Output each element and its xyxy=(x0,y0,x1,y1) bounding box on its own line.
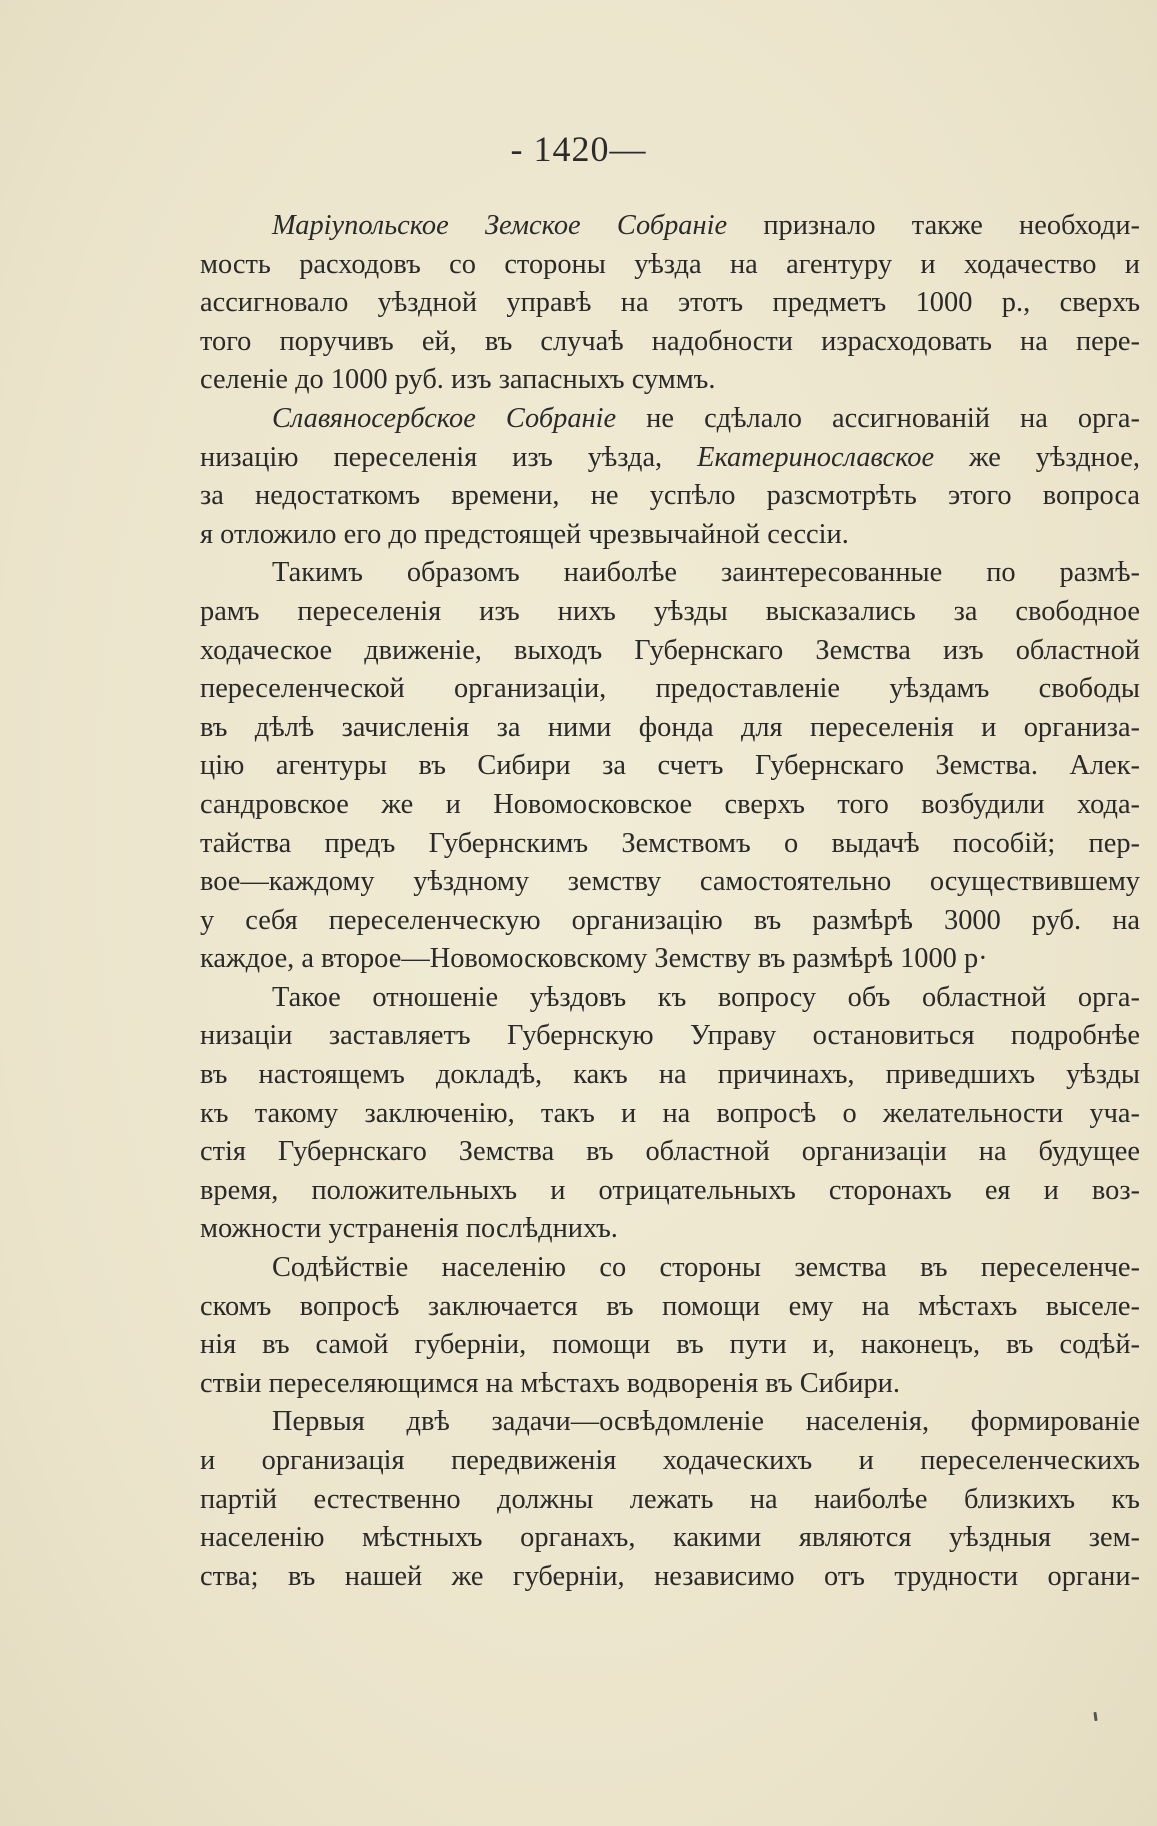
text-line xyxy=(200,940,1140,979)
paragraph xyxy=(200,400,1140,554)
text-line xyxy=(200,246,1140,285)
text-line xyxy=(200,1056,1140,1095)
text-line xyxy=(200,863,1140,902)
text-segment: низацію переселенія изъ уѣзда, xyxy=(200,441,698,473)
text-segment: же уѣздное, xyxy=(934,441,1140,473)
paragraph xyxy=(200,1403,1140,1596)
text-segment: Содѣйствіе населенію со стороны земства въ переселенче- xyxy=(272,1252,1140,1284)
text-line xyxy=(200,1288,1140,1327)
text-line xyxy=(200,1519,1140,1558)
text-line xyxy=(200,1210,1140,1249)
text-segment: нія въ самой губерніи, помощи въ пути и, наконецъ, въ содѣй- xyxy=(200,1329,1140,1361)
text-segment: время, положительныхъ и отрицательныхъ сторонахъ ея и воз- xyxy=(200,1174,1140,1206)
italic-segment: Маріупольское Земское Собраніе xyxy=(272,210,728,241)
text-line xyxy=(200,516,1140,555)
text-line xyxy=(200,902,1140,941)
text-line xyxy=(200,593,1140,632)
text-line xyxy=(200,323,1140,362)
text-line xyxy=(200,284,1140,323)
text-line xyxy=(200,1326,1140,1365)
text-line xyxy=(200,747,1140,786)
print-speck xyxy=(1093,1712,1097,1721)
text-segment: къ такому заключенію, такъ и на вопросѣ о желательности уча- xyxy=(200,1097,1140,1129)
text-segment: ства; въ нашей же губерніи, независимо отъ трудности органи- xyxy=(200,1560,1140,1592)
text-segment: рамъ переселенія изъ нихъ уѣзды высказались за свободное xyxy=(200,595,1140,627)
text-segment: не сдѣлало ассигнованій на орга- xyxy=(616,402,1140,434)
text-line xyxy=(200,1442,1140,1481)
italic-segment: Екатеринославское xyxy=(697,441,935,473)
text-segment: въ настоящемъ докладѣ, какъ на причинахъ, приведшихъ уѣзды xyxy=(200,1059,1140,1091)
text-segment: у себя переселенческую организацію въ размѣрѣ 3000 руб. на xyxy=(200,904,1140,936)
text-segment: цію агентуры въ Сибири за счетъ Губернскаго Земства. Алек- xyxy=(200,750,1140,782)
text-segment: партій естественно должны лежать на наиболѣе близкихъ къ xyxy=(200,1483,1140,1515)
paragraph xyxy=(200,979,1140,1249)
text-segment: за недостаткомъ времени, не успѣло разсмотрѣть этого вопроса xyxy=(200,480,1140,512)
text-segment: тайства предъ Губернскимъ Земствомъ о выдачѣ пособій; пер- xyxy=(200,827,1140,859)
text-segment: низаціи заставляетъ Губернскую Управу остановиться подробнѣе xyxy=(200,1020,1140,1052)
text-line xyxy=(200,1249,1140,1288)
body-text xyxy=(200,207,1140,1596)
text-line xyxy=(200,1481,1140,1520)
text-line xyxy=(200,1172,1140,1211)
text-line xyxy=(200,1403,1140,1442)
paragraph xyxy=(200,207,1140,400)
text-line xyxy=(200,361,1140,400)
text-line xyxy=(200,477,1140,516)
text-segment: ассигновало уѣздной управѣ на этотъ предметъ 1000 р., сверхъ xyxy=(200,287,1140,319)
text-segment: скомъ вопросѣ заключается въ помощи ему на мѣстахъ выселе- xyxy=(200,1290,1140,1322)
text-line xyxy=(200,1558,1140,1597)
text-segment: мость расходовъ со стороны уѣзда на агентуру и ходачество и xyxy=(200,248,1140,280)
text-segment: вое—каждому уѣздному земству самостоятельно осуществившему xyxy=(200,866,1140,898)
text-line xyxy=(200,709,1140,748)
text-segment: сандровское же и Новомосковское сверхъ того возбудили хода- xyxy=(200,788,1140,820)
text-segment: я отложило его до предстоящей чрезвычайной сессіи. xyxy=(200,518,849,550)
text-segment: Первыя двѣ задачи—освѣдомленіе населенія, формированіе xyxy=(272,1406,1140,1438)
text-line xyxy=(200,1095,1140,1134)
text-line xyxy=(200,1133,1140,1172)
text-line xyxy=(200,632,1140,671)
text-segment: признало также необходи- xyxy=(727,210,1140,241)
text-line xyxy=(200,786,1140,825)
text-line xyxy=(200,1365,1140,1404)
text-segment: того поручивъ ей, въ случаѣ надобности израсходовать на пере- xyxy=(200,325,1140,357)
italic-segment: Славяносербское Собраніе xyxy=(272,402,617,434)
text-segment: ходаческое движеніе, выходъ Губернскаго Земства изъ областной xyxy=(200,634,1140,666)
text-segment: Такое отношеніе уѣздовъ къ вопросу объ областной орга- xyxy=(272,981,1140,1013)
text-segment: ствіи переселяющимся на мѣстахъ водворенія въ Сибири. xyxy=(200,1367,900,1399)
paragraph xyxy=(200,554,1140,979)
text-line xyxy=(200,554,1140,593)
text-line xyxy=(200,979,1140,1018)
text-line xyxy=(200,439,1140,478)
text-segment: селеніе до 1000 руб. изъ запасныхъ суммъ. xyxy=(200,364,716,396)
text-segment: каждое, а второе—Новомосковскому Земству въ размѣрѣ 1000 р· xyxy=(200,943,988,975)
text-segment: населенію мѣстныхъ органахъ, какими являются уѣздныя зем- xyxy=(200,1522,1140,1554)
text-segment: Такимъ образомъ наиболѣе заинтересованные по размѣ- xyxy=(272,557,1140,589)
text-line xyxy=(200,207,1140,246)
text-line xyxy=(200,670,1140,709)
page-number: - 1420— xyxy=(510,129,647,169)
text-segment: стія Губернскаго Земства въ областной организаціи на будущее xyxy=(200,1136,1140,1168)
text-segment: можности устраненія послѣднихъ. xyxy=(200,1213,618,1245)
text-segment: переселенческой организаціи, предоставленіе уѣздамъ свободы xyxy=(200,673,1140,705)
text-line xyxy=(200,825,1140,864)
text-line xyxy=(200,1017,1140,1056)
text-segment: въ дѣлѣ зачисленія за ними фонда для переселенія и организа- xyxy=(200,711,1140,743)
text-line xyxy=(200,400,1140,439)
paragraph xyxy=(200,1249,1140,1403)
text-segment: и организація передвиженія ходаческихъ и переселенческихъ xyxy=(200,1445,1140,1476)
